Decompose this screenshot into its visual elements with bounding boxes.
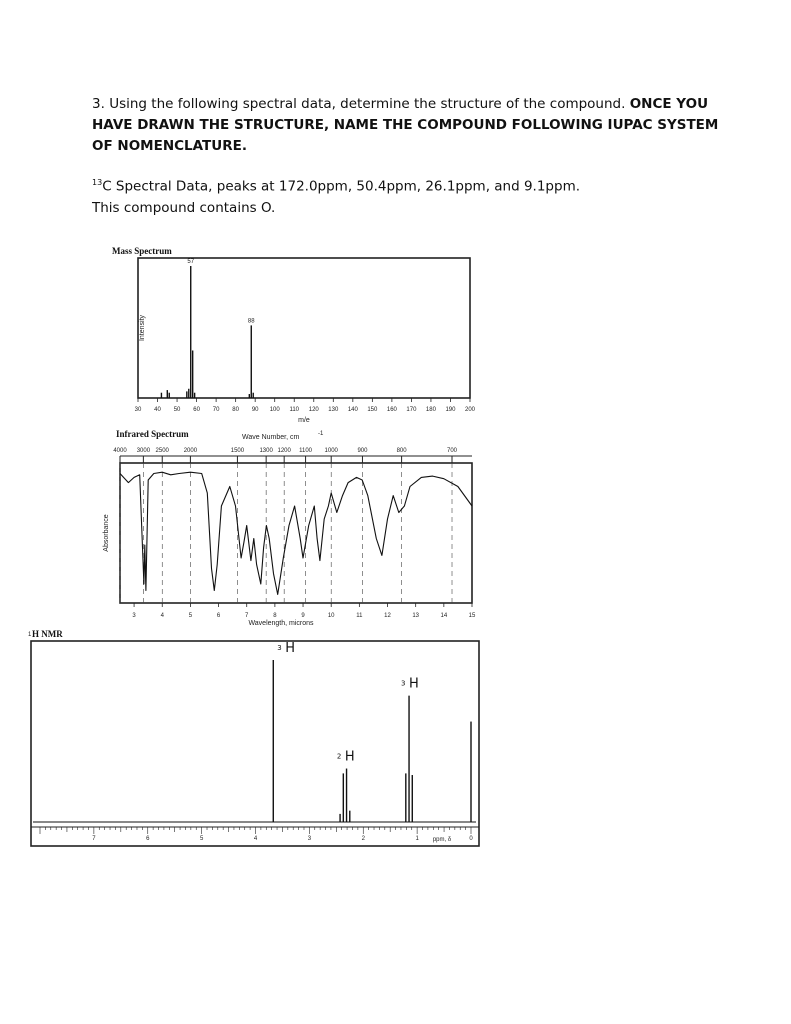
question-emphasis: ONCE YOU HAVE DRAWN THE STRUCTURE, NAME THE COMPOUND FOLLOWING IUPAC SYSTEM OF NOMENCLATURE.	[92, 96, 719, 154]
ir-x-tick-label: 4	[160, 613, 164, 619]
ms-x-tick-label: 130	[328, 407, 339, 413]
ms-x-tick-label: 140	[347, 407, 358, 413]
ir-top-tick-label: 2500	[155, 448, 169, 454]
ms-xlabel: m/e	[298, 417, 310, 424]
ir-top-tick-label: 900	[357, 448, 368, 454]
nmr-x-tick-label: 6	[146, 836, 150, 842]
ms-x-tick-label: 90	[251, 407, 259, 413]
nmr-xlabel: ppm, δ	[432, 837, 452, 843]
ms-x-tick-label: 160	[386, 407, 397, 413]
ir-top-tick-label: 1500	[230, 448, 245, 454]
ir-frame	[120, 463, 472, 603]
ir-top-tick-label: 4000	[113, 448, 127, 454]
ms-x-tick-label: 60	[193, 407, 200, 413]
ir-x-tick-label: 9	[301, 613, 305, 619]
ms-ylabel: Intensity	[139, 314, 146, 342]
ms-x-tick-label: 30	[134, 407, 142, 413]
ms-x-tick-label: 200	[464, 407, 476, 413]
nmr-x-tick-label: 1	[415, 836, 419, 842]
ir-top-tick-label: 800	[396, 448, 407, 454]
ir-ylabel: Absorbance	[103, 514, 110, 552]
ir-top-tick-label: 1200	[277, 448, 291, 454]
ms-x-tick-label: 50	[173, 407, 181, 413]
ms-x-tick-label: 100	[269, 407, 280, 413]
nmr-title: H NMR	[32, 629, 63, 639]
ms-x-tick-label: 190	[445, 407, 456, 413]
ir-x-tick-label: 7	[245, 613, 249, 619]
ms-x-tick-label: 150	[367, 407, 378, 413]
question-text: Using the following spectral data, determine the structure of the compound.	[109, 96, 626, 112]
ms-peak-label: 88	[247, 318, 255, 325]
ms-x-tick-label: 110	[289, 407, 300, 413]
nmr-x-tick-label: 4	[253, 836, 258, 842]
nmr-integration-letter: H	[409, 676, 419, 692]
c13-peaks: C Spectral Data, peaks at 172.0ppm, 50.4ppm, 26.1ppm, and 9.1ppm.	[102, 178, 581, 195]
ir-top-tick-label: 700	[446, 448, 458, 454]
ir-top-tick-label: 1100	[299, 448, 313, 454]
ms-x-tick-label: 80	[232, 407, 239, 413]
nmr-x-tick-label: 5	[199, 836, 204, 842]
nmr-x-tick-label: 7	[92, 836, 96, 842]
nmr-integration-number: 3	[401, 679, 406, 688]
nmr-title-sup: 1	[28, 632, 32, 638]
ir-trace	[120, 472, 472, 594]
ir-title: Infrared Spectrum	[116, 429, 189, 439]
nmr-x-tick-label: 0	[469, 836, 473, 842]
ir-x-tick-label: 15	[468, 613, 476, 619]
ms-x-tick-label: 170	[406, 407, 417, 413]
ms-x-tick-label: 180	[425, 407, 436, 413]
ms-frame	[138, 258, 470, 398]
ir-x-tick-label: 8	[273, 613, 277, 619]
nmr-integration-letter: H	[285, 641, 296, 656]
ir-x-tick-label: 14	[440, 613, 448, 619]
ir-top-tick-label: 3000	[136, 448, 151, 454]
ir-top-axis-label: Wave Number, cm	[242, 434, 300, 441]
ms-title: Mass Spectrum	[112, 246, 172, 256]
ir-top-tick-label: 2000	[183, 448, 198, 454]
ms-x-tick-label: 40	[154, 407, 161, 413]
ir-x-tick-label: 6	[216, 613, 221, 619]
ir-xlabel: Wavelength, microns	[248, 620, 314, 627]
ir-x-tick-label: 3	[132, 613, 136, 619]
nmr-integration-number: 3	[277, 644, 282, 652]
ir-x-tick-label: 5	[188, 613, 193, 619]
question-number: 3.	[92, 96, 105, 112]
ir-x-tick-label: 12	[384, 613, 391, 619]
contains-oxygen: This compound contains O.	[92, 199, 276, 216]
ir-x-tick-label: 10	[327, 613, 335, 619]
nmr-integration-letter: H	[344, 749, 355, 765]
ms-x-tick-label: 70	[212, 407, 220, 413]
nmr-integration-number: 2	[336, 752, 342, 761]
ms-peak-label: 57	[187, 259, 195, 265]
nmr-x-tick-label: 3	[307, 836, 312, 842]
nmr-x-tick-label: 2	[361, 836, 365, 842]
ir-x-tick-label: 11	[356, 613, 363, 619]
ir-x-tick-label: 13	[412, 613, 420, 619]
ir-top-tick-label: 1000	[324, 448, 338, 454]
ir-top-axis-sup: -1	[318, 431, 324, 437]
ms-x-tick-label: 120	[308, 407, 319, 413]
c13-superscript: 13	[92, 178, 103, 187]
ir-top-tick-label: 1300	[259, 448, 273, 454]
